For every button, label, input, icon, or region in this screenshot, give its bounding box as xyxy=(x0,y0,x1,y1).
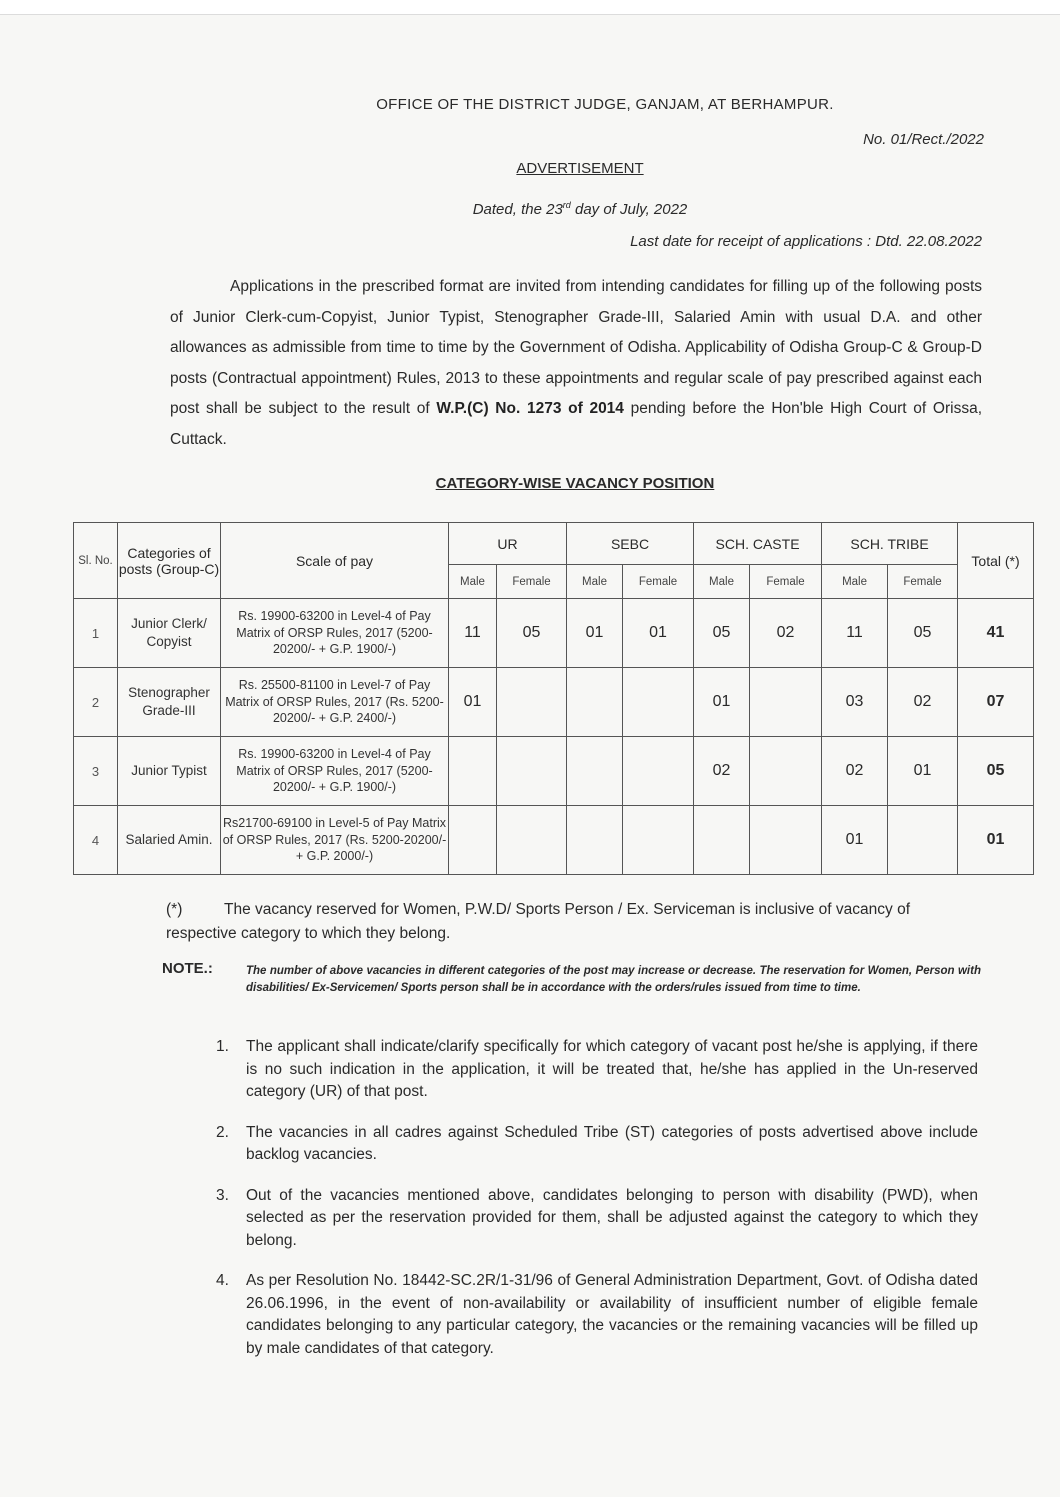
header-categories: Categories of posts (Group-C) xyxy=(118,523,221,599)
cell-ur-female xyxy=(497,737,567,806)
cell-ur-male: 01 xyxy=(449,668,497,737)
cell-sc-male: 01 xyxy=(694,668,750,737)
advertisement-heading xyxy=(0,160,1060,177)
list-item xyxy=(216,1036,978,1104)
list-item-text: As per Resolution No. 18442-SC.2R/1-31/96 of General Administration Department, Govt. of Odisha dated 26.06.1996, in the event of non-availability or availability of insufficient number of eligible female candidates belonging to any particular category, the vacancies or the remaining vacancies will be filled up by male candidates of that category. xyxy=(246,1272,978,1357)
cell-sc-male: 05 xyxy=(694,599,750,668)
list-item xyxy=(216,1122,978,1167)
table-row xyxy=(74,668,1034,737)
last-date-line: Last date for receipt of applications : Dtd. 22.08.2022 xyxy=(630,233,982,250)
row-sl: 1 xyxy=(74,599,118,668)
row-post: Junior Typist xyxy=(118,737,221,806)
header-male: Male xyxy=(567,565,623,599)
header-group-sc: SCH. CASTE xyxy=(694,523,822,565)
cell-total: 07 xyxy=(958,668,1034,737)
cell-st-female xyxy=(888,806,958,875)
header-female: Female xyxy=(623,565,694,599)
header-group-st: SCH. TRIBE xyxy=(822,523,958,565)
case-reference: W.P.(C) No. 1273 of 2014 xyxy=(436,400,624,417)
scan-top-edge xyxy=(0,0,1060,15)
cell-sebc-female: 01 xyxy=(623,599,694,668)
row-pay: Rs. 25500-81100 in Level-7 of Pay Matrix of ORSP Rules, 2017 (Rs. 5200-20200/- + G.P. 2400/-) xyxy=(221,668,449,737)
list-item-text: The vacancies in all cadres against Scheduled Tribe (ST) categories of posts advertised above include backlog vacancies. xyxy=(246,1123,978,1163)
row-sl: 3 xyxy=(74,737,118,806)
cell-sebc-male xyxy=(567,806,623,875)
row-sl: 2 xyxy=(74,668,118,737)
table-row xyxy=(74,806,1034,875)
row-pay: Rs. 19900-63200 in Level-4 of Pay Matrix of ORSP Rules, 2017 (5200-20200/- + G.P. 1900/-) xyxy=(221,599,449,668)
conditions-list xyxy=(216,1036,978,1378)
header-female: Female xyxy=(750,565,822,599)
cell-st-male: 01 xyxy=(822,806,888,875)
list-item-text: The applicant shall indicate/clarify specifically for which category of vacant post he/she is applying, if there is no such indication in the application, it will be treated that, he/she has applied in the Un-reserved category (UR) of that post. xyxy=(246,1038,978,1100)
vacancy-table-title-text: CATEGORY-WISE VACANCY POSITION xyxy=(435,475,715,492)
note-label: NOTE.: xyxy=(162,960,213,977)
cell-sc-female: 02 xyxy=(750,599,822,668)
advertisement-heading-text: ADVERTISEMENT xyxy=(516,160,644,177)
list-item-number: 2. xyxy=(216,1123,229,1141)
row-sl: 4 xyxy=(74,806,118,875)
list-item xyxy=(216,1270,978,1360)
list-item-text: Out of the vacancies mentioned above, candidates belonging to person with disability (PWD), when selected as per the reservation provided for them, shall be adjusted against the category to which they belong. xyxy=(246,1186,978,1249)
header-total: Total (*) xyxy=(958,523,1034,599)
intro-text-before: Applications in the prescribed format are invited from intending candidates for filling up of the following posts of Junior Clerk-cum-Copyist, Junior Typist, Stenographer Grade-III, Salaried Amin with usual D.A. and other allowances as admissible from time to time by the Government of Odisha. Applicability of Odisha Group-C & Group-D posts (Contractual appointment) Rules, 2013 to these appointments and regular scale of pay prescribed against each post shall be subject to the result of xyxy=(170,278,982,417)
cell-sebc-male xyxy=(567,737,623,806)
header-group-sebc: SEBC xyxy=(567,523,694,565)
header-male: Male xyxy=(449,565,497,599)
note-text: The number of above vacancies in different categories of the post may increase or decrease. The reservation for Women, Person with disabilities/ Ex-Servicemen/ Sports person shall be in accordance with the orders/rules issued from time to time. xyxy=(246,965,981,994)
table-row xyxy=(74,599,1034,668)
header-female: Female xyxy=(888,565,958,599)
footnote xyxy=(166,898,966,946)
cell-total: 01 xyxy=(958,806,1034,875)
cell-sebc-female xyxy=(623,737,694,806)
row-pay: Rs. 19900-63200 in Level-4 of Pay Matrix of ORSP Rules, 2017 (5200-20200/- + G.P. 1900/-) xyxy=(221,737,449,806)
cell-total: 41 xyxy=(958,599,1034,668)
footnote-mark: (*) xyxy=(166,901,183,918)
table-row xyxy=(74,737,1034,806)
row-post: Salaried Amin. xyxy=(118,806,221,875)
cell-st-male: 11 xyxy=(822,599,888,668)
cell-ur-male xyxy=(449,806,497,875)
date-prefix: Dated, the 23 xyxy=(472,201,563,218)
cell-ur-male: 11 xyxy=(449,599,497,668)
cell-sebc-female xyxy=(623,806,694,875)
list-item-number: 1. xyxy=(216,1038,229,1055)
date-line xyxy=(0,200,1060,218)
intro-text-after: pending before the Hon'ble High Court of Orissa, Cuttack. xyxy=(170,400,982,448)
cell-ur-female xyxy=(497,806,567,875)
header-sl-no: Sl. No. xyxy=(74,523,118,599)
list-item xyxy=(216,1185,978,1253)
header-scale-of-pay: Scale of pay xyxy=(221,523,449,599)
cell-sebc-male xyxy=(567,668,623,737)
date-suffix-sup: rd xyxy=(562,200,571,210)
list-item-number: 4. xyxy=(216,1272,229,1289)
cell-total: 05 xyxy=(958,737,1034,806)
header-male: Male xyxy=(694,565,750,599)
row-post: Stenographer Grade-III xyxy=(118,668,221,737)
header-group-ur: UR xyxy=(449,523,567,565)
vacancy-table xyxy=(73,522,1034,875)
date-suffix: day of July, 2022 xyxy=(570,201,688,218)
header-male: Male xyxy=(822,565,888,599)
cell-sc-female xyxy=(750,806,822,875)
cell-st-male: 02 xyxy=(822,737,888,806)
cell-sc-female xyxy=(750,737,822,806)
cell-sc-male xyxy=(694,806,750,875)
office-title: OFFICE OF THE DISTRICT JUDGE, GANJAM, AT BERHAMPUR. xyxy=(376,96,834,113)
cell-sc-female xyxy=(750,668,822,737)
intro-paragraph xyxy=(170,272,982,455)
cell-sebc-female xyxy=(623,668,694,737)
row-post: Junior Clerk/ Copyist xyxy=(118,599,221,668)
cell-ur-female: 05 xyxy=(497,599,567,668)
footnote-text: The vacancy reserved for Women, P.W.D/ Sports Person / Ex. Serviceman is inclusive of vacancy of respective category to which they belong. xyxy=(166,901,911,942)
header-female: Female xyxy=(497,565,567,599)
cell-st-female: 01 xyxy=(888,737,958,806)
reference-number: No. 01/Rect./2022 xyxy=(863,131,984,148)
cell-sebc-male: 01 xyxy=(567,599,623,668)
row-pay: Rs21700-69100 in Level-5 of Pay Matrix of ORSP Rules, 2017 (Rs. 5200-20200/- + G.P. 2000/-) xyxy=(221,806,449,875)
cell-sc-male: 02 xyxy=(694,737,750,806)
cell-ur-female xyxy=(497,668,567,737)
cell-ur-male xyxy=(449,737,497,806)
vacancy-table-title xyxy=(0,475,1060,492)
list-item-number: 3. xyxy=(216,1186,229,1204)
cell-st-female: 02 xyxy=(888,668,958,737)
cell-st-female: 05 xyxy=(888,599,958,668)
cell-st-male: 03 xyxy=(822,668,888,737)
